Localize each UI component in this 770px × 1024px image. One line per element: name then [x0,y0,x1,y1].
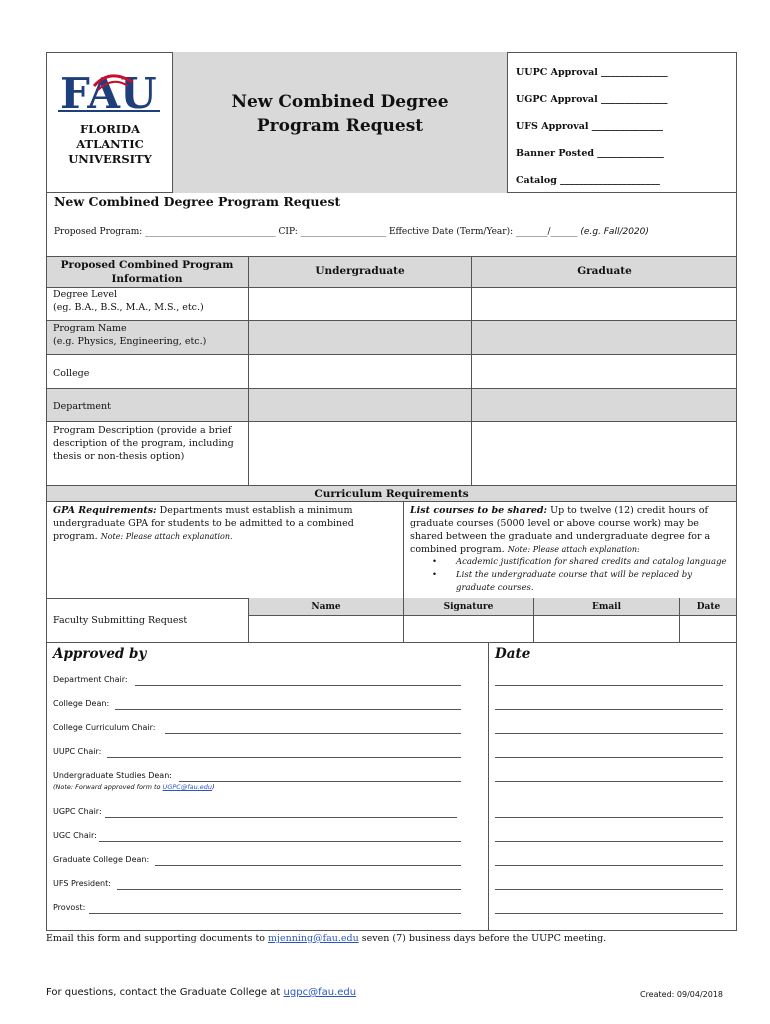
approver-college-dean[interactable] [53,699,461,708]
approval-uupc: UUPC Approval ______________ [516,67,668,78]
faculty-col-signature: Signature [443,602,494,612]
approver-label: UGC Chair: [53,831,97,840]
shared-note: Note: Please attach explanation: [507,545,640,554]
shared-heading: List courses to be shared: [410,505,548,516]
row-degree-sub: (eg. B.A., B.S., M.A., M.S., etc.) [53,302,204,313]
date-line[interactable] [495,865,723,866]
proposed-line-example: (e.g. Fall/2020) [580,227,649,237]
row-college: College [53,368,90,379]
date-line[interactable] [495,781,723,782]
approver-label: Undergraduate Studies Dean: [53,771,172,780]
row-description: Program Description (provide a brief description of the program, including thesis or non-thesis option) [53,425,234,462]
approval-ufs: UFS Approval _______________ [516,121,664,132]
shared-text: Up to twelve (12) credit hours of graduate courses (5000 level or above course work) may be shared between the graduate and undergraduate degree for a combined program. [410,505,711,555]
row-degree-label: Degree Level [53,289,118,300]
bullet-replaced-course: • List the undergraduate course that will be replaced by graduate courses. [410,569,728,595]
input-degree-undergrad[interactable] [249,288,471,320]
approver-ufs-president[interactable] [53,879,461,888]
approval-list [516,66,731,201]
row-fill-department [47,389,736,422]
date-line[interactable] [495,889,723,890]
info-col-grad: Graduate [577,265,632,277]
approver-ugpc-chair[interactable] [53,807,461,816]
approver-label: College Dean: [53,699,110,708]
faculty-label: Faculty Submitting Request [53,615,188,626]
proposed-line[interactable] [54,226,649,239]
university-name: FLORIDA ATLANTIC UNIVERSITY [68,122,152,166]
forward-note-prefix: (Note: Forward approved form to [53,783,163,791]
email-instructions [46,932,606,945]
approver-curriculum-chair[interactable] [53,723,461,732]
proposed-line-text: Proposed Program: _____________________________ CIP: ___________________ Effective Date (Term/Year): _______/______ [54,227,578,237]
bullet-justification: • Academic justification for shared credits and catalog language [410,556,728,569]
row-program-sub: (e.g. Physics, Engineering, etc.) [53,336,207,347]
date-line[interactable] [495,685,723,686]
faculty-email-input[interactable] [534,616,679,642]
email-suffix: seven (7) business days before the UUPC meeting. [358,933,607,944]
faculty-col-email: Email [591,602,622,612]
curriculum-title: Curriculum Requirements [314,488,469,500]
shared-courses [410,504,728,595]
forward-note [53,783,215,791]
date-line[interactable] [495,817,723,818]
date-line[interactable] [495,733,723,734]
date-heading: Date [495,646,531,662]
info-col-undergrad: Undergraduate [315,265,405,277]
date-line[interactable] [495,841,723,842]
forward-note-suffix: ) [212,783,215,791]
row-department: Department [53,401,111,412]
approver-ugc-chair[interactable] [53,831,461,840]
questions-prefix: For questions, contact the Graduate College at [46,987,284,998]
approved-heading: Approved by [53,646,147,662]
gpa-text: Departments must establish a minimum undergraduate GPA for students to be admitted to a combined program. [53,505,354,542]
info-col-label: Proposed Combined Program Information [60,259,234,285]
row-degree-level [53,288,243,314]
faculty-col-date: Date [696,602,721,612]
row-line-3 [46,388,737,389]
gpa-note: Note: Please attach explanation. [100,532,233,541]
shared-bullets [410,556,728,595]
approver-grad-college-dean[interactable] [53,855,461,864]
approver-label: Provost: [53,903,86,912]
date-line[interactable] [495,709,723,710]
approver-provost[interactable] [53,903,461,912]
approver-uupc-chair[interactable] [53,747,461,756]
gpa-heading: GPA Requirements: [53,505,157,516]
approver-label: Graduate College Dean: [53,855,150,864]
input-degree-grad[interactable] [472,288,736,320]
questions-email-link[interactable]: ugpc@fau.edu [283,987,357,998]
row-line-2 [46,354,737,355]
approval-catalog: Catalog _____________________ [516,175,660,186]
approver-label: Department Chair: [53,675,128,684]
forward-email-link[interactable]: UGPC@fau.edu [162,783,213,791]
faculty-date-input[interactable] [680,616,736,642]
approver-label: UFS President: [53,879,111,888]
gpa-requirements [53,504,393,543]
approval-banner: Banner Posted ______________ [516,148,664,159]
input-description[interactable] [249,422,736,485]
email-prefix: Email this form and supporting documents to [46,933,269,944]
date-line[interactable] [495,757,723,758]
approver-label: UUPC Chair: [53,747,102,756]
approver-ug-studies-dean[interactable] [53,771,461,780]
row-line-1 [46,320,737,321]
logo-letters: FAU [60,69,157,114]
curriculum-divider [403,501,404,599]
approved-divider [488,642,489,931]
approver-label: UGPC Chair: [53,807,102,816]
faculty-col-name: Name [311,602,341,612]
fau-logo [58,64,162,114]
created-date: Created: 09/04/2018 [639,990,723,999]
row-program-label: Program Name [53,323,127,334]
date-line[interactable] [495,913,723,914]
approver-department-chair[interactable] [53,675,461,684]
form-title: New Combined Degree Program Request [231,92,449,136]
faculty-signature-input[interactable] [404,616,533,642]
row-program-name [53,322,243,348]
submit-email-link[interactable]: mjenning@fau.edu [268,933,359,944]
section-title: New Combined Degree Program Request [54,194,341,209]
approver-label: College Curriculum Chair: [53,723,156,732]
faculty-name-input[interactable] [249,616,403,642]
questions-line [46,986,356,999]
approval-ugpc: UGPC Approval ______________ [516,94,668,105]
